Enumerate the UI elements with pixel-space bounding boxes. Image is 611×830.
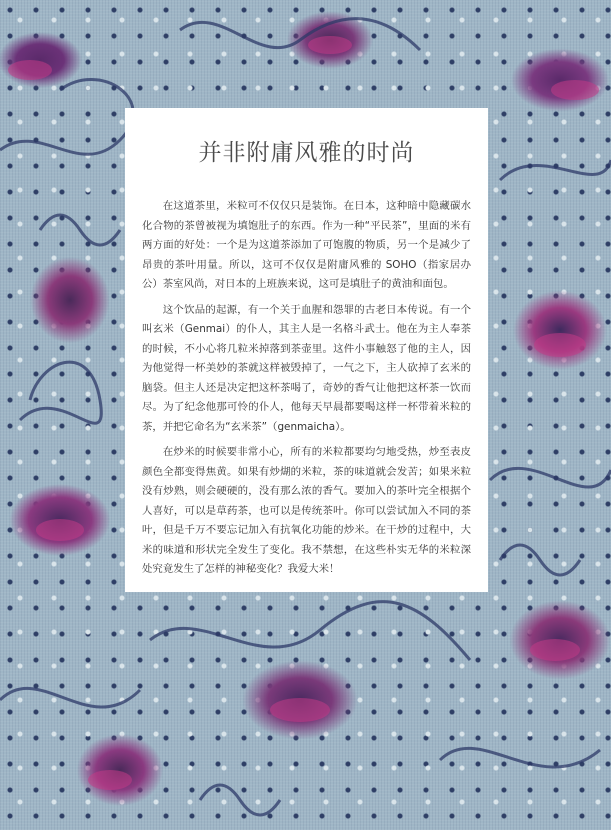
article-paragraph-3: 在炒米的时候要非常小心，所有的米粒都要均匀地受热，炒至表皮颜色全都变得焦黄。如果有炒煳的米粒，茶的味道就会发苦；如果米粒没有炒熟，则会硬硬的，没有那么浓的香气。要加入的茶叶完全根据个人喜好，可以是草药茶，也可以是传统茶叶。你可以尝试加入不同的茶叶，但是千万不要忘记加入有抗氧化功能的炒米。在干炒的过程中，大米的味道和形状完全发生了变化。我不禁想，在这些朴实无华的米粒深处究竟发生了怎样的神秘变化？我爱大米！ <box>142 446 471 575</box>
article-title: 并非附庸风雅的时尚 <box>198 140 415 166</box>
article-card <box>125 108 488 592</box>
article-paragraph-1: 在这道茶里，米粒可不仅仅只是装饰。在日本，这种暗中隐藏碳水化合物的茶曾被视为填饱肚子的东西。作为一种“平民茶”，里面的米有两方面的好处：一个是为这道茶添加了可饱腹的物质，另一个是减少了昂贵的茶叶用量。所以，这可不仅仅是附庸风雅的 SOHO（指家居办公）茶室风尚，对日本的上班族来说，这可是填肚子的黄油和面包。 <box>142 200 471 290</box>
article-paragraph-2: 这个饮品的起源，有一个关于血腥和怨罪的古老日本传说。有一个叫玄米（Genmai）的仆人，其主人是一名格斗武士。他在为主人奉茶的时候，不小心将几粒米掉落到茶壶里。这件小事触怒了他的主人，因为他觉得一杯美妙的茶就这样被毁掉了，一气之下，主人砍掉了玄米的脑袋。但主人还是决定把这杯茶喝了，奇妙的香气让他把这杯茶一饮而尽。为了纪念他那可怜的仆人，他每天早晨都要喝这样一杯带着米粒的茶，并把它命名为“玄米茶”（genmaicha）。 <box>142 303 471 433</box>
